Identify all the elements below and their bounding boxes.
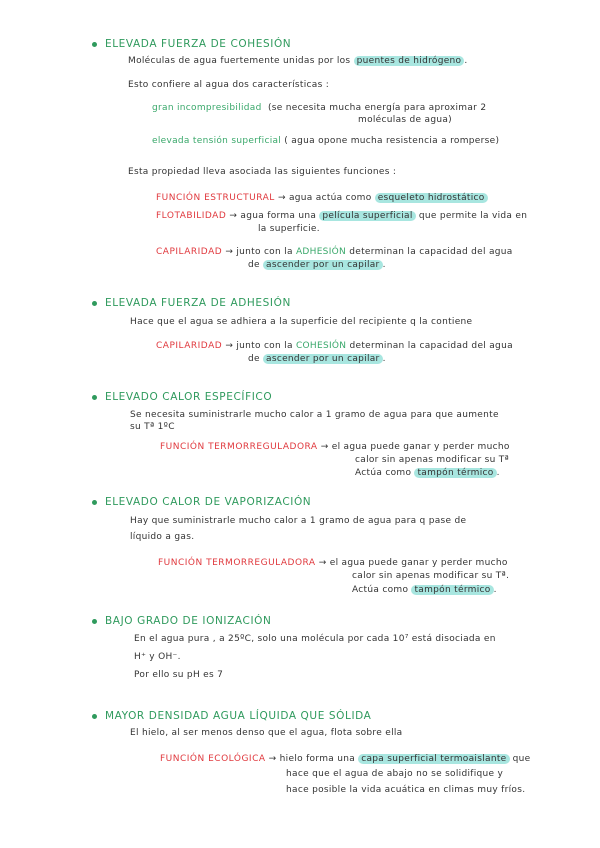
text-line: H⁺ y OH⁻. — [134, 652, 181, 662]
text-line: moléculas de agua) — [358, 115, 452, 125]
text-line: líquido a gas. — [130, 532, 195, 542]
heading-adhesion — [92, 297, 291, 309]
highlight: tampón térmico — [411, 585, 493, 595]
text-line: la superficie. — [258, 224, 320, 234]
function-termorreguladora: FUNCIÓN TERMORREGULADORA → el agua puede ganar y perder mucho — [158, 558, 508, 568]
text-line: su Tª 1ºC — [130, 422, 175, 432]
text-line: Se necesita suministrarle mucho calor a 1 gramo de agua para que aumente — [130, 410, 499, 420]
heading-text: ELEVADA FUERZA DE COHESIÓN — [105, 38, 292, 50]
bullet-icon — [92, 395, 97, 400]
highlight: tampón térmico — [414, 468, 496, 478]
bullet-icon — [92, 714, 97, 719]
text-line: calor sin apenas modificar su Tª — [355, 455, 510, 465]
heading-densidad — [92, 710, 371, 722]
bullet-icon — [92, 619, 97, 624]
characteristic-2: elevada tensión superficial ( agua opone mucha resistencia a romperse) — [152, 136, 500, 146]
heading-text: ELEVADA FUERZA DE ADHESIÓN — [105, 297, 291, 309]
heading-text: ELEVADO CALOR DE VAPORIZACIÓN — [105, 496, 312, 508]
heading-text: MAYOR DENSIDAD AGUA LÍQUIDA QUE SÓLIDA — [105, 710, 372, 722]
term: gran incompresibilidad — [152, 103, 262, 113]
text-line: de ascender por un capilar . — [248, 260, 386, 270]
bullet-icon — [92, 301, 97, 306]
heading-ionizacion — [92, 615, 271, 627]
text-line: Actúa como tampón térmico . — [352, 585, 497, 595]
highlight: película superficial — [319, 211, 415, 221]
text-line: El hielo, al ser menos denso que el agua, flota sobre ella — [130, 728, 403, 738]
function-label: FUNCIÓN ECOLÓGICA — [160, 754, 266, 764]
heading-text: ELEVADO CALOR ESPECÍFICO — [105, 391, 273, 403]
highlight: ascender por un capilar — [263, 354, 383, 364]
text-line: Hay que suministrarle mucho calor a 1 gramo de agua para q pase de — [130, 516, 467, 526]
text-line: Por ello su pH es 7 — [134, 670, 224, 680]
text-line: Hace que el agua se adhiera a la superficie del recipiente q la contiene — [130, 317, 473, 327]
text-line: de ascender por un capilar . — [248, 354, 386, 364]
function-estructural: FUNCIÓN ESTRUCTURAL → agua actúa como esqueleto hidrostático — [156, 193, 488, 203]
bullet-icon — [92, 42, 97, 47]
text-line: hace posible la vida acuática en climas muy fríos. — [286, 785, 526, 795]
text-line: En el agua pura , a 25ºC, solo una molécula por cada 10⁷ está disociada en — [134, 634, 496, 644]
characteristic-1: gran incompresibilidad (se necesita mucha energía para aproximar 2 — [152, 103, 487, 113]
function-label: CAPILARIDAD — [156, 247, 223, 257]
text-line: Actúa como tampón térmico . — [355, 468, 500, 478]
text-line: Moléculas de agua fuertemente unidas por los puentes de hidrógeno . — [128, 56, 468, 66]
function-label: FLOTABILIDAD — [156, 211, 227, 221]
function-label: FUNCIÓN TERMORREGULADORA — [160, 442, 318, 452]
text-line: calor sin apenas modificar su Tª. — [352, 571, 510, 581]
bullet-icon — [92, 500, 97, 505]
highlight: capa superficial termoaislante — [358, 754, 509, 764]
function-ecologica: FUNCIÓN ECOLÓGICA → hielo forma una capa superficial termoaislante que — [160, 754, 531, 764]
heading-cohesion — [92, 38, 291, 50]
highlight: puentes de hidrógeno — [354, 56, 465, 66]
text-line: hace que el agua de abajo no se solidifique y — [286, 769, 504, 779]
function-flotabilidad: FLOTABILIDAD → agua forma una película superficial que permite la vida en — [156, 211, 528, 221]
highlight: esqueleto hidrostático — [375, 193, 488, 203]
heading-calor-vaporizacion — [92, 496, 311, 508]
highlight: ascender por un capilar — [263, 260, 383, 270]
function-label: FUNCIÓN ESTRUCTURAL — [156, 193, 275, 203]
text-line: Esta propiedad lleva asociada las siguientes funciones : — [128, 167, 397, 177]
function-capilaridad: CAPILARIDAD → junto con la ADHESIÓN determinan la capacidad del agua — [156, 247, 513, 257]
term: elevada tensión superficial — [152, 136, 282, 146]
heading-calor-especifico — [92, 391, 272, 403]
text-line: Esto confiere al agua dos características : — [128, 80, 330, 90]
function-label: CAPILARIDAD — [156, 341, 223, 351]
function-label: FUNCIÓN TERMORREGULADORA — [158, 558, 316, 568]
function-capilaridad: CAPILARIDAD → junto con la COHESIÓN determinan la capacidad del agua — [156, 341, 513, 351]
heading-text: BAJO GRADO DE IONIZACIÓN — [105, 615, 272, 627]
function-termorreguladora: FUNCIÓN TERMORREGULADORA → el agua puede ganar y perder mucho — [160, 442, 510, 452]
